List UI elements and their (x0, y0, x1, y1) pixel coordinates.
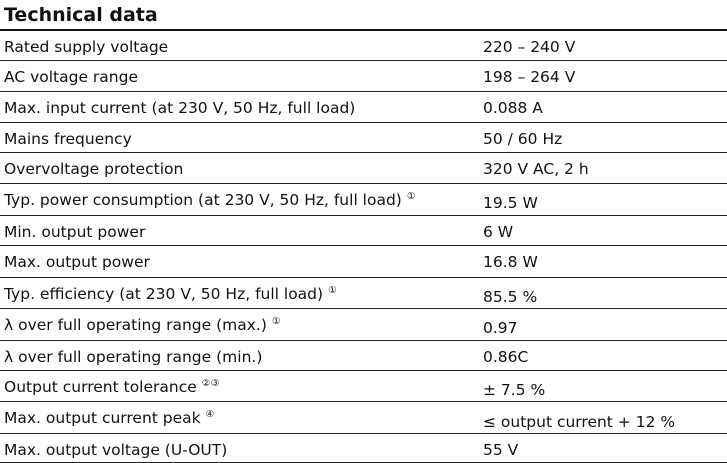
parameter-name: λ over full operating range (min.) (4, 348, 263, 366)
parameter-name: λ over full operating range (max.) ① (4, 316, 281, 334)
parameter-value: 320 V AC, 2 h (483, 160, 589, 178)
parameter-name: Max. input current (at 230 V, 50 Hz, full load) (4, 99, 356, 117)
table-row (0, 246, 727, 278)
parameter-value: 220 – 240 V (483, 38, 576, 56)
table-row (0, 402, 727, 434)
parameter-name: Typ. efficiency (at 230 V, 50 Hz, full load) ① (4, 285, 338, 303)
table-row (0, 92, 727, 123)
footnote-marker: ④ (205, 409, 215, 420)
parameter-value: 6 W (483, 223, 514, 241)
footnote-marker: ① (406, 191, 416, 202)
parameter-name: Overvoltage protection (4, 160, 184, 178)
table-row (0, 153, 727, 184)
parameter-value: 50 / 60 Hz (483, 130, 563, 148)
table-row (0, 61, 727, 92)
table-row (0, 216, 727, 246)
parameter-value: 55 V (483, 441, 519, 459)
parameter-value: 0.088 A (483, 99, 543, 117)
table-row (0, 123, 727, 153)
parameter-value: 0.97 (483, 319, 518, 337)
table-row (0, 278, 727, 309)
parameter-name: Max. output power (4, 253, 150, 271)
footnote-marker: ① (328, 285, 338, 296)
section-title: Technical data (4, 4, 158, 26)
parameter-name: Mains frequency (4, 130, 132, 148)
parameter-value: 16.8 W (483, 253, 538, 271)
parameter-value: ± 7.5 % (483, 381, 546, 399)
table-row (0, 341, 727, 371)
table-row (0, 371, 727, 402)
parameter-name: Typ. power consumption (at 230 V, 50 Hz, full load) ① (4, 191, 416, 209)
parameter-value: 19.5 W (483, 194, 538, 212)
parameter-value: 198 – 264 V (483, 68, 576, 86)
table-row (0, 31, 727, 61)
parameter-value: 85.5 % (483, 288, 538, 306)
parameter-name: Min. output power (4, 223, 146, 241)
technical-data-table (0, 31, 727, 463)
parameter-name: Max. output current peak ④ (4, 409, 215, 427)
table-row (0, 184, 727, 216)
table-row (0, 309, 727, 341)
parameter-name: Output current tolerance ②③ (4, 378, 220, 396)
parameter-name: AC voltage range (4, 68, 138, 86)
parameter-name: Max. output voltage (U-OUT) (4, 441, 228, 459)
footnote-marker: ②③ (201, 378, 220, 389)
parameter-value: 0.86C (483, 348, 529, 366)
footnote-marker: ① (271, 316, 281, 327)
table-row (0, 434, 727, 463)
parameter-name: Rated supply voltage (4, 38, 169, 56)
parameter-value: ≤ output current + 12 % (483, 413, 676, 431)
